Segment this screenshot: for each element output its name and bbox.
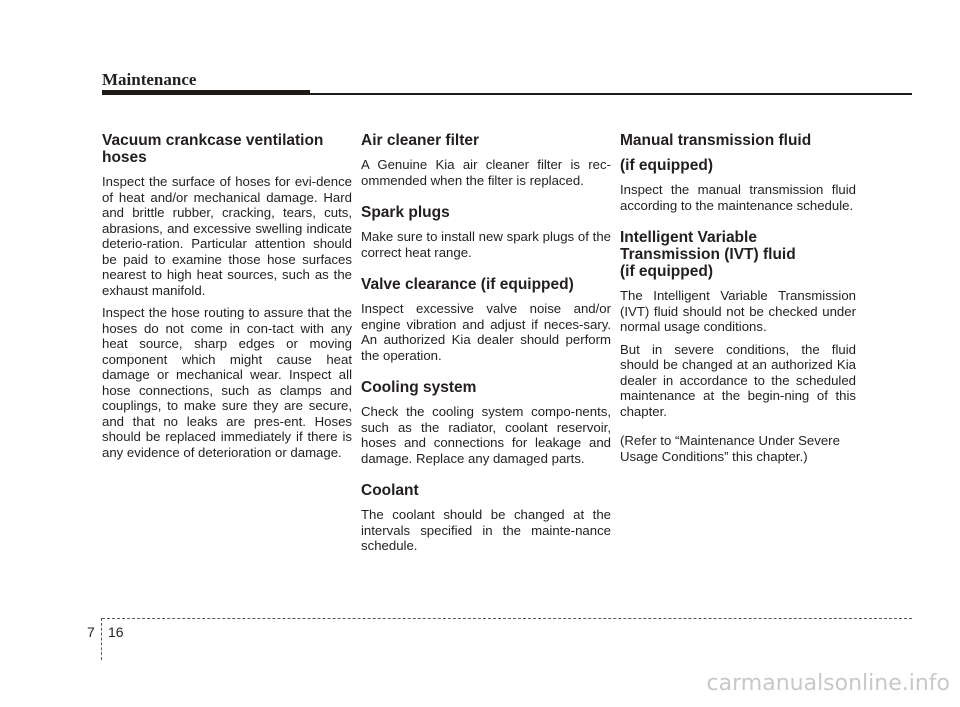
spark-plugs-paragraph: Make sure to install new spark plugs of the correct heat range. bbox=[361, 229, 611, 260]
vacuum-hoses-paragraph-2: Inspect the hose routing to assure that the hoses do not come in con-tact with any heat source, sharp edges or moving component which might cause heat damage or mechanical wear. Inspect all hose connections, such as clamps and couplings, to make sure they are secure, and that no leaks are pres-ent. Hoses should be replaced immediately if there is any evidence of deterioration or damage. bbox=[102, 305, 352, 460]
manual-transmission-heading-qualifier: (if equipped) bbox=[620, 157, 713, 174]
valve-clearance-paragraph: Inspect excessive valve noise and/or engine vibration and adjust if neces-sary. An authorized Kia dealer should perform the operation. bbox=[361, 301, 611, 363]
ivt-paragraph-3: (Refer to “Maintenance Under Severe Usage Conditions” this chapter.) bbox=[620, 433, 840, 464]
header-rule-accent bbox=[102, 90, 310, 95]
air-cleaner-heading: Air cleaner filter bbox=[361, 132, 480, 149]
chapter-number: 7 bbox=[87, 624, 95, 640]
manual-transmission-heading: Manual transmission fluid bbox=[620, 132, 812, 149]
ivt-heading-line-3: (if equipped) bbox=[620, 263, 713, 280]
valve-clearance-heading: Valve clearance (if equipped) bbox=[361, 276, 574, 293]
air-cleaner-paragraph: A Genuine Kia air cleaner filter is rec-ommended when the filter is replaced. bbox=[361, 157, 611, 188]
column-middle bbox=[361, 132, 611, 561]
cooling-system-paragraph: Check the cooling system compo-nents, such as the radiator, coolant reservoir, hoses and connections for leakage and damage. Replace any damaged parts. bbox=[361, 404, 611, 466]
page-number: 16 bbox=[108, 624, 124, 640]
vacuum-hoses-heading: Vacuum crankcase ventilation hoses bbox=[102, 132, 324, 166]
coolant-heading: Coolant bbox=[361, 482, 419, 499]
ivt-paragraph-2: But in severe conditions, the fluid should be changed at an authorized Kia dealer in accordance to the scheduled maintenance at the begin-ning of this chapter. bbox=[620, 341, 856, 419]
column-right bbox=[620, 132, 856, 471]
spark-plugs-heading: Spark plugs bbox=[361, 204, 450, 221]
ivt-paragraph-1: The Intelligent Variable Transmission (IVT) fluid should not be checked under normal usage conditions. bbox=[620, 288, 856, 334]
ivt-heading-line-1: Intelligent Variable bbox=[620, 229, 757, 246]
page-section-title: Maintenance bbox=[102, 70, 197, 89]
vacuum-hoses-paragraph-1: Inspect the surface of hoses for evi-dence of heat and/or mechanical damage. Hard and brittle rubber, cracking, tears, cuts, abrasions, and excessive swelling indicate deterio-ration. Particular attention should be paid to examine those hose surfaces nearest to high heat sources, such as the exhaust manifold. bbox=[102, 174, 352, 298]
manual-transmission-paragraph: Inspect the manual transmission fluid according to the maintenance schedule. bbox=[620, 182, 856, 213]
watermark: carmanualsonline.info bbox=[706, 671, 950, 696]
coolant-paragraph: The coolant should be changed at the intervals specified in the mainte-nance schedule. bbox=[361, 507, 611, 553]
cooling-system-heading: Cooling system bbox=[361, 379, 477, 396]
column-left bbox=[102, 132, 352, 467]
footer-rule bbox=[102, 618, 912, 619]
ivt-heading-line-2: Transmission (IVT) fluid bbox=[620, 246, 796, 263]
footer-page-divider bbox=[101, 618, 102, 660]
